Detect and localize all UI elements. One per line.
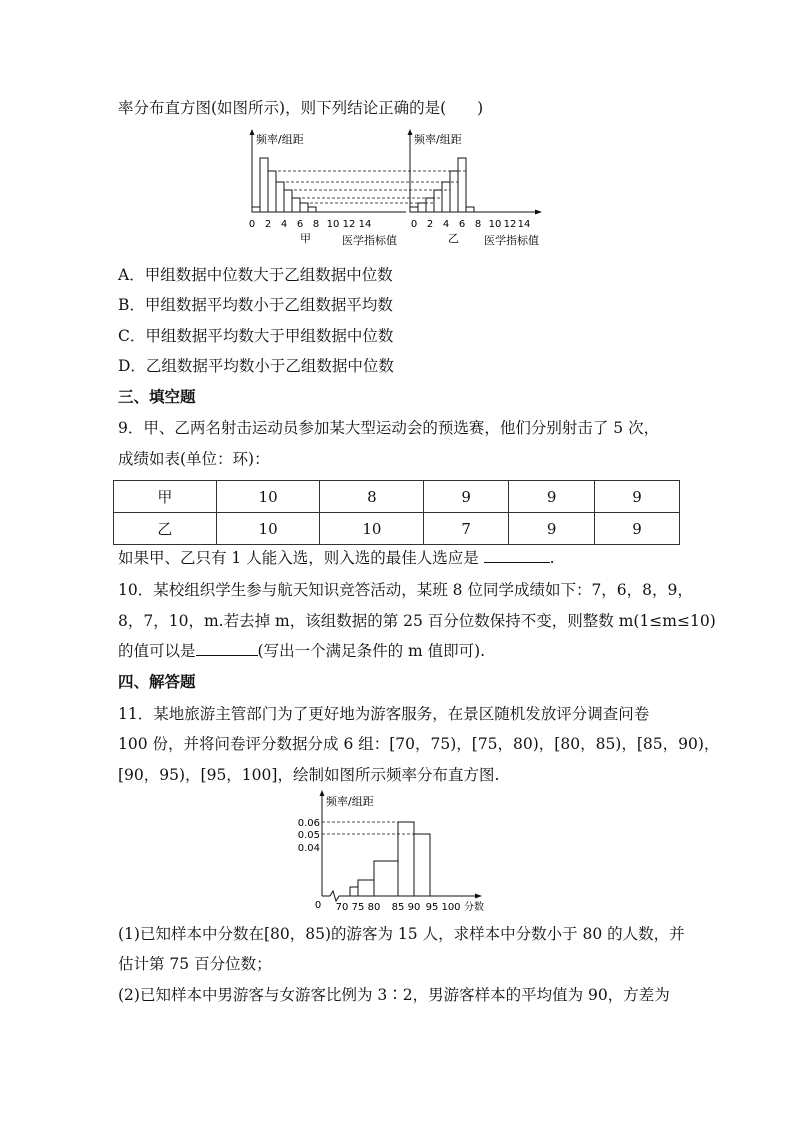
left-tick: 8 [312, 219, 320, 230]
q11-xtick: 90 [407, 902, 421, 913]
right-tick: 8 [474, 219, 482, 230]
left-tick: 4 [280, 219, 288, 230]
left-tick: 12 [342, 219, 356, 230]
left-tick: 0 [248, 219, 256, 230]
left-xlabel: 医学指标值 [342, 234, 397, 247]
q11-xtick: 85 [391, 902, 405, 913]
q11-histogram [296, 788, 496, 914]
table-cell: 9 [509, 513, 595, 545]
right-ylabel: 频率/组距 [414, 133, 462, 146]
left-tick: 6 [296, 219, 304, 230]
q8-option-a: A．甲组数据中位数大于乙组数据中位数 [118, 266, 393, 284]
q11-ytick: 0.05 [297, 830, 320, 841]
q8-stem: 率分布直方图(如图所示)，则下列结论正确的是( ) [118, 99, 484, 117]
q9-answer-line [118, 548, 555, 568]
q11-xlabel: 分数 [464, 902, 484, 913]
table-row [114, 513, 680, 545]
left-tick: 10 [326, 219, 340, 230]
q11-xtick: 95 [425, 902, 439, 913]
q11-line-2: 100 份，并将问卷评分数据分成 6 组：[70，75)，[75，80)，[80，85)，[85，90)， [118, 735, 720, 753]
right-tick: 2 [426, 219, 434, 230]
q10-line-3-start: 的值可以是 [118, 642, 196, 660]
table-cell: 10 [320, 513, 424, 545]
table-cell: 10 [216, 513, 320, 545]
q11-sub2-line-1: (2)已知样本中男游客与女游客比例为 3∶2，男游客样本的平均值为 90，方差为 [118, 986, 670, 1004]
left-tick: 14 [358, 219, 372, 230]
answer-blank[interactable] [196, 641, 258, 656]
section-title-fill-in: 三、填空题 [118, 387, 196, 406]
q11-ylabel: 频率/组距 [326, 795, 374, 808]
right-tick: 10 [488, 219, 502, 230]
right-tick: 12 [503, 219, 517, 230]
q10-line-2: 8，7，10，m.若去掉 m，该组数据的第 25 百分位数保持不变，则整数 m(1≤m≤10) [118, 612, 716, 630]
q11-line-3: [90，95)，[95，100]，绘制如图所示频率分布直方图. [118, 766, 500, 784]
q11-xtick: 75 [351, 902, 365, 913]
table-cell: 10 [216, 481, 320, 513]
table-cell: 9 [595, 513, 680, 545]
q9-score-table [113, 480, 680, 545]
q8-histogram-figure [244, 128, 554, 250]
q8-option-c: C．甲组数据平均数大于甲组数据中位数 [118, 327, 394, 345]
table-cell: 9 [595, 481, 680, 513]
right-tick: 0 [410, 219, 418, 230]
q11-sub1-line-2: 估计第 75 百分位数； [118, 955, 272, 973]
table-cell: 8 [320, 481, 424, 513]
left-group-label: 甲 [300, 232, 311, 245]
q11-ytick: 0.04 [297, 843, 320, 854]
q10-line-1: 10．某校组织学生参与航天知识竞答活动，某班 8 位同学成绩如下：7，6，8，9， [118, 581, 693, 599]
q9-answer-text: 如果甲、乙只有 1 人能入选，则入选的最佳人选应是 [118, 549, 484, 567]
right-xlabel: 医学指标值 [484, 234, 539, 247]
right-group-label: 乙 [448, 232, 459, 245]
q8-option-b: B．甲组数据平均数小于乙组数据平均数 [118, 296, 393, 314]
table-cell: 7 [424, 513, 509, 545]
q11-origin: 0 [314, 900, 322, 911]
table-cell: 乙 [114, 513, 217, 545]
answer-blank[interactable] [484, 548, 550, 563]
q8-option-d: D．乙组数据平均数小于乙组数据中位数 [118, 357, 394, 375]
q11-ytick: 0.06 [297, 818, 320, 829]
right-tick: 14 [517, 219, 531, 230]
q9-line-1: 9．甲、乙两名射击运动员参加某大型运动会的预选赛，他们分别射击了 5 次， [118, 419, 660, 437]
q9-line-2: 成绩如表(单位：环)： [118, 450, 270, 468]
q10-line-3 [118, 641, 485, 661]
table-cell: 9 [509, 481, 595, 513]
table-cell: 甲 [114, 481, 217, 513]
section-title-answer: 四、解答题 [118, 672, 196, 691]
table-row [114, 481, 680, 513]
left-tick: 2 [264, 219, 272, 230]
q11-sub1-line-1: (1)已知样本中分数在[80，85)的游客为 15 人，求样本中分数小于 80 的人数，并 [118, 925, 685, 943]
q11-xtick: 100 [441, 902, 461, 913]
q11-xtick: 70 [335, 902, 349, 913]
right-tick: 6 [458, 219, 466, 230]
right-tick: 4 [442, 219, 450, 230]
q11-line-1: 11．某地旅游主管部门为了更好地为游客服务，在景区随机发放评分调查问卷 [118, 705, 650, 723]
q9-answer-end: . [549, 549, 555, 567]
table-cell: 9 [424, 481, 509, 513]
q10-line-3-end: (写出一个满足条件的 m 值即可). [257, 642, 486, 660]
left-ylabel: 频率/组距 [256, 133, 304, 146]
q11-xtick: 80 [367, 902, 381, 913]
